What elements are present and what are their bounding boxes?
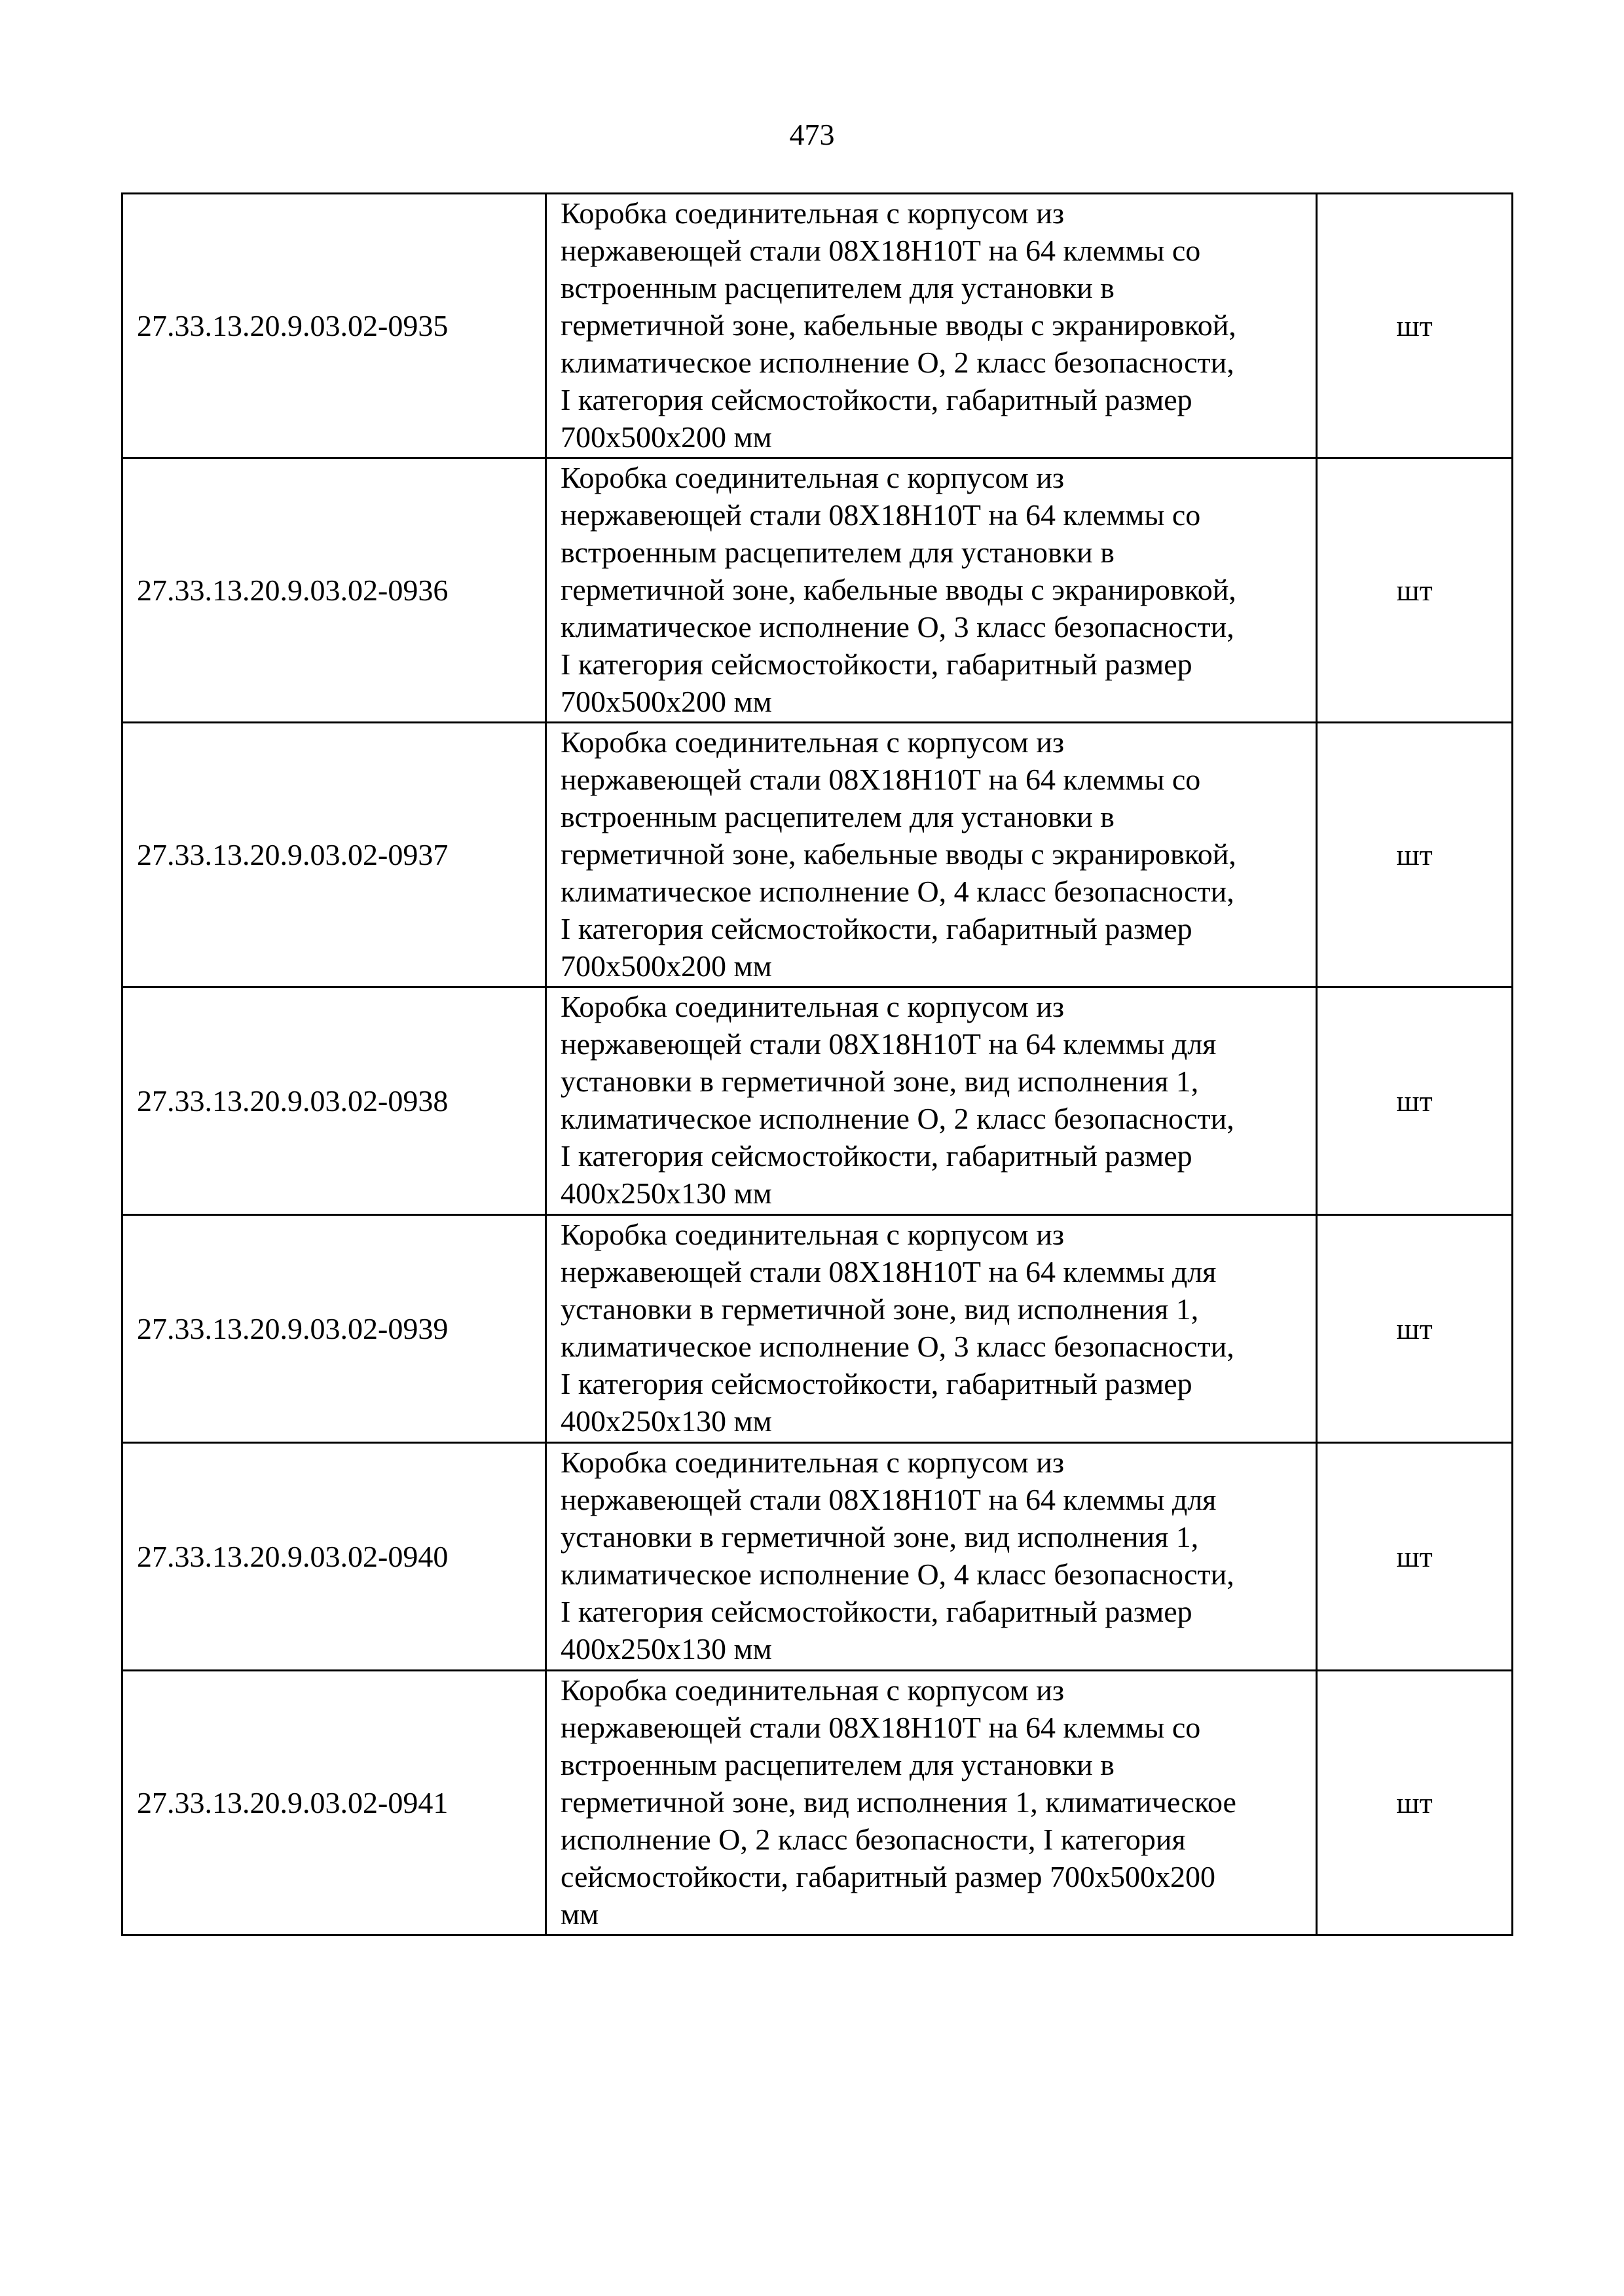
description-line: герметичной зоне, вид исполнения 1, климатическое [561,1785,1236,1819]
table-row [122,723,1513,987]
description-line: сейсмостойкости, габаритный размер 700х500х200 [561,1860,1215,1893]
resource-description [546,1671,1317,1935]
description-line: Коробка соединительная с корпусом из [561,196,1065,230]
description-line: герметичной зоне, кабельные вводы с экранировкой, [561,837,1236,871]
description-line: нержавеющей стали 08Х18Н10Т на 64 клеммы для [561,1027,1217,1061]
table-row [122,1443,1513,1671]
description-line: I категория сейсмостойкости, габаритный размер [561,1139,1192,1173]
description-line: I категория сейсмостойкости, габаритный размер [561,647,1192,681]
description-line: Коробка соединительная с корпусом из [561,1446,1065,1479]
resource-code: 27.33.13.20.9.03.02-0936 [122,458,546,723]
description-line: нержавеющей стали 08Х18Н10Т на 64 клеммы со [561,1711,1201,1744]
description-line: нержавеющей стали 08Х18Н10Т на 64 клеммы со [561,763,1201,796]
description-line: 700х500х200 мм [561,420,772,454]
resource-code: 27.33.13.20.9.03.02-0941 [122,1671,546,1935]
resource-table [121,192,1513,1936]
resource-description [546,1443,1317,1671]
unit-of-measure: шт [1317,458,1513,723]
table-row [122,987,1513,1215]
resource-description [546,1215,1317,1443]
description-line: исполнение О, 2 класс безопасности, I категория [561,1823,1186,1856]
description-line: нержавеющей стали 08Х18Н10Т на 64 клеммы для [561,1483,1217,1516]
table-row [122,194,1513,458]
page-number: 473 [789,118,835,151]
resource-code: 27.33.13.20.9.03.02-0935 [122,194,546,458]
description-line: встроенным расцепителем для установки в [561,536,1115,569]
description-line: 700х500х200 мм [561,685,772,718]
description-line: установки в герметичной зоне, вид исполнения 1, [561,1292,1199,1326]
description-line: 400х250х130 мм [561,1404,772,1438]
resource-description [546,458,1317,723]
description-line: I категория сейсмостойкости, габаритный размер [561,912,1192,945]
description-line: герметичной зоне, кабельные вводы с экранировкой, [561,573,1236,606]
description-line: климатическое исполнение О, 2 класс безопасности, [561,346,1234,379]
unit-of-measure: шт [1317,194,1513,458]
resource-code: 27.33.13.20.9.03.02-0939 [122,1215,546,1443]
resource-code: 27.33.13.20.9.03.02-0940 [122,1443,546,1671]
unit-of-measure: шт [1317,1215,1513,1443]
description-line: встроенным расцепителем для установки в [561,800,1115,833]
description-line: Коробка соединительная с корпусом из [561,725,1065,759]
description-line: 400х250х130 мм [561,1632,772,1666]
table-row [122,1215,1513,1443]
description-line: нержавеющей стали 08Х18Н10Т на 64 клеммы со [561,234,1201,267]
description-line: I категория сейсмостойкости, габаритный размер [561,1595,1192,1628]
description-line: встроенным расцепителем для установки в [561,1748,1115,1781]
description-line: мм [561,1897,599,1931]
resource-code: 27.33.13.20.9.03.02-0938 [122,987,546,1215]
description-line: 400х250х130 мм [561,1176,772,1210]
description-line: нержавеющей стали 08Х18Н10Т на 64 клеммы для [561,1255,1217,1288]
resource-description [546,723,1317,987]
description-line: климатическое исполнение О, 3 класс безопасности, [561,610,1234,644]
description-line: климатическое исполнение О, 4 класс безопасности, [561,1558,1234,1591]
description-line: климатическое исполнение О, 4 класс безопасности, [561,875,1234,908]
resource-description [546,194,1317,458]
resource-code: 27.33.13.20.9.03.02-0937 [122,723,546,987]
unit-of-measure: шт [1317,1443,1513,1671]
description-line: Коробка соединительная с корпусом из [561,1673,1065,1707]
unit-of-measure: шт [1317,1671,1513,1935]
description-line: I категория сейсмостойкости, габаритный размер [561,383,1192,416]
description-line: Коробка соединительная с корпусом из [561,1218,1065,1251]
description-line: Коробка соединительная с корпусом из [561,461,1065,494]
description-line: I категория сейсмостойкости, габаритный размер [561,1367,1192,1400]
table-row [122,458,1513,723]
unit-of-measure: шт [1317,723,1513,987]
description-line: установки в герметичной зоне, вид исполнения 1, [561,1520,1199,1554]
resource-description [546,987,1317,1215]
description-line: Коробка соединительная с корпусом из [561,990,1065,1023]
description-line: климатическое исполнение О, 3 класс безопасности, [561,1330,1234,1363]
description-line: 700х500х200 мм [561,949,772,983]
description-line: нержавеющей стали 08Х18Н10Т на 64 клеммы со [561,498,1201,532]
unit-of-measure: шт [1317,987,1513,1215]
description-line: установки в герметичной зоне, вид исполнения 1, [561,1065,1199,1098]
description-line: встроенным расцепителем для установки в [561,271,1115,304]
description-line: герметичной зоне, кабельные вводы с экранировкой, [561,308,1236,342]
description-line: климатическое исполнение О, 2 класс безопасности, [561,1102,1234,1135]
table-row [122,1671,1513,1935]
